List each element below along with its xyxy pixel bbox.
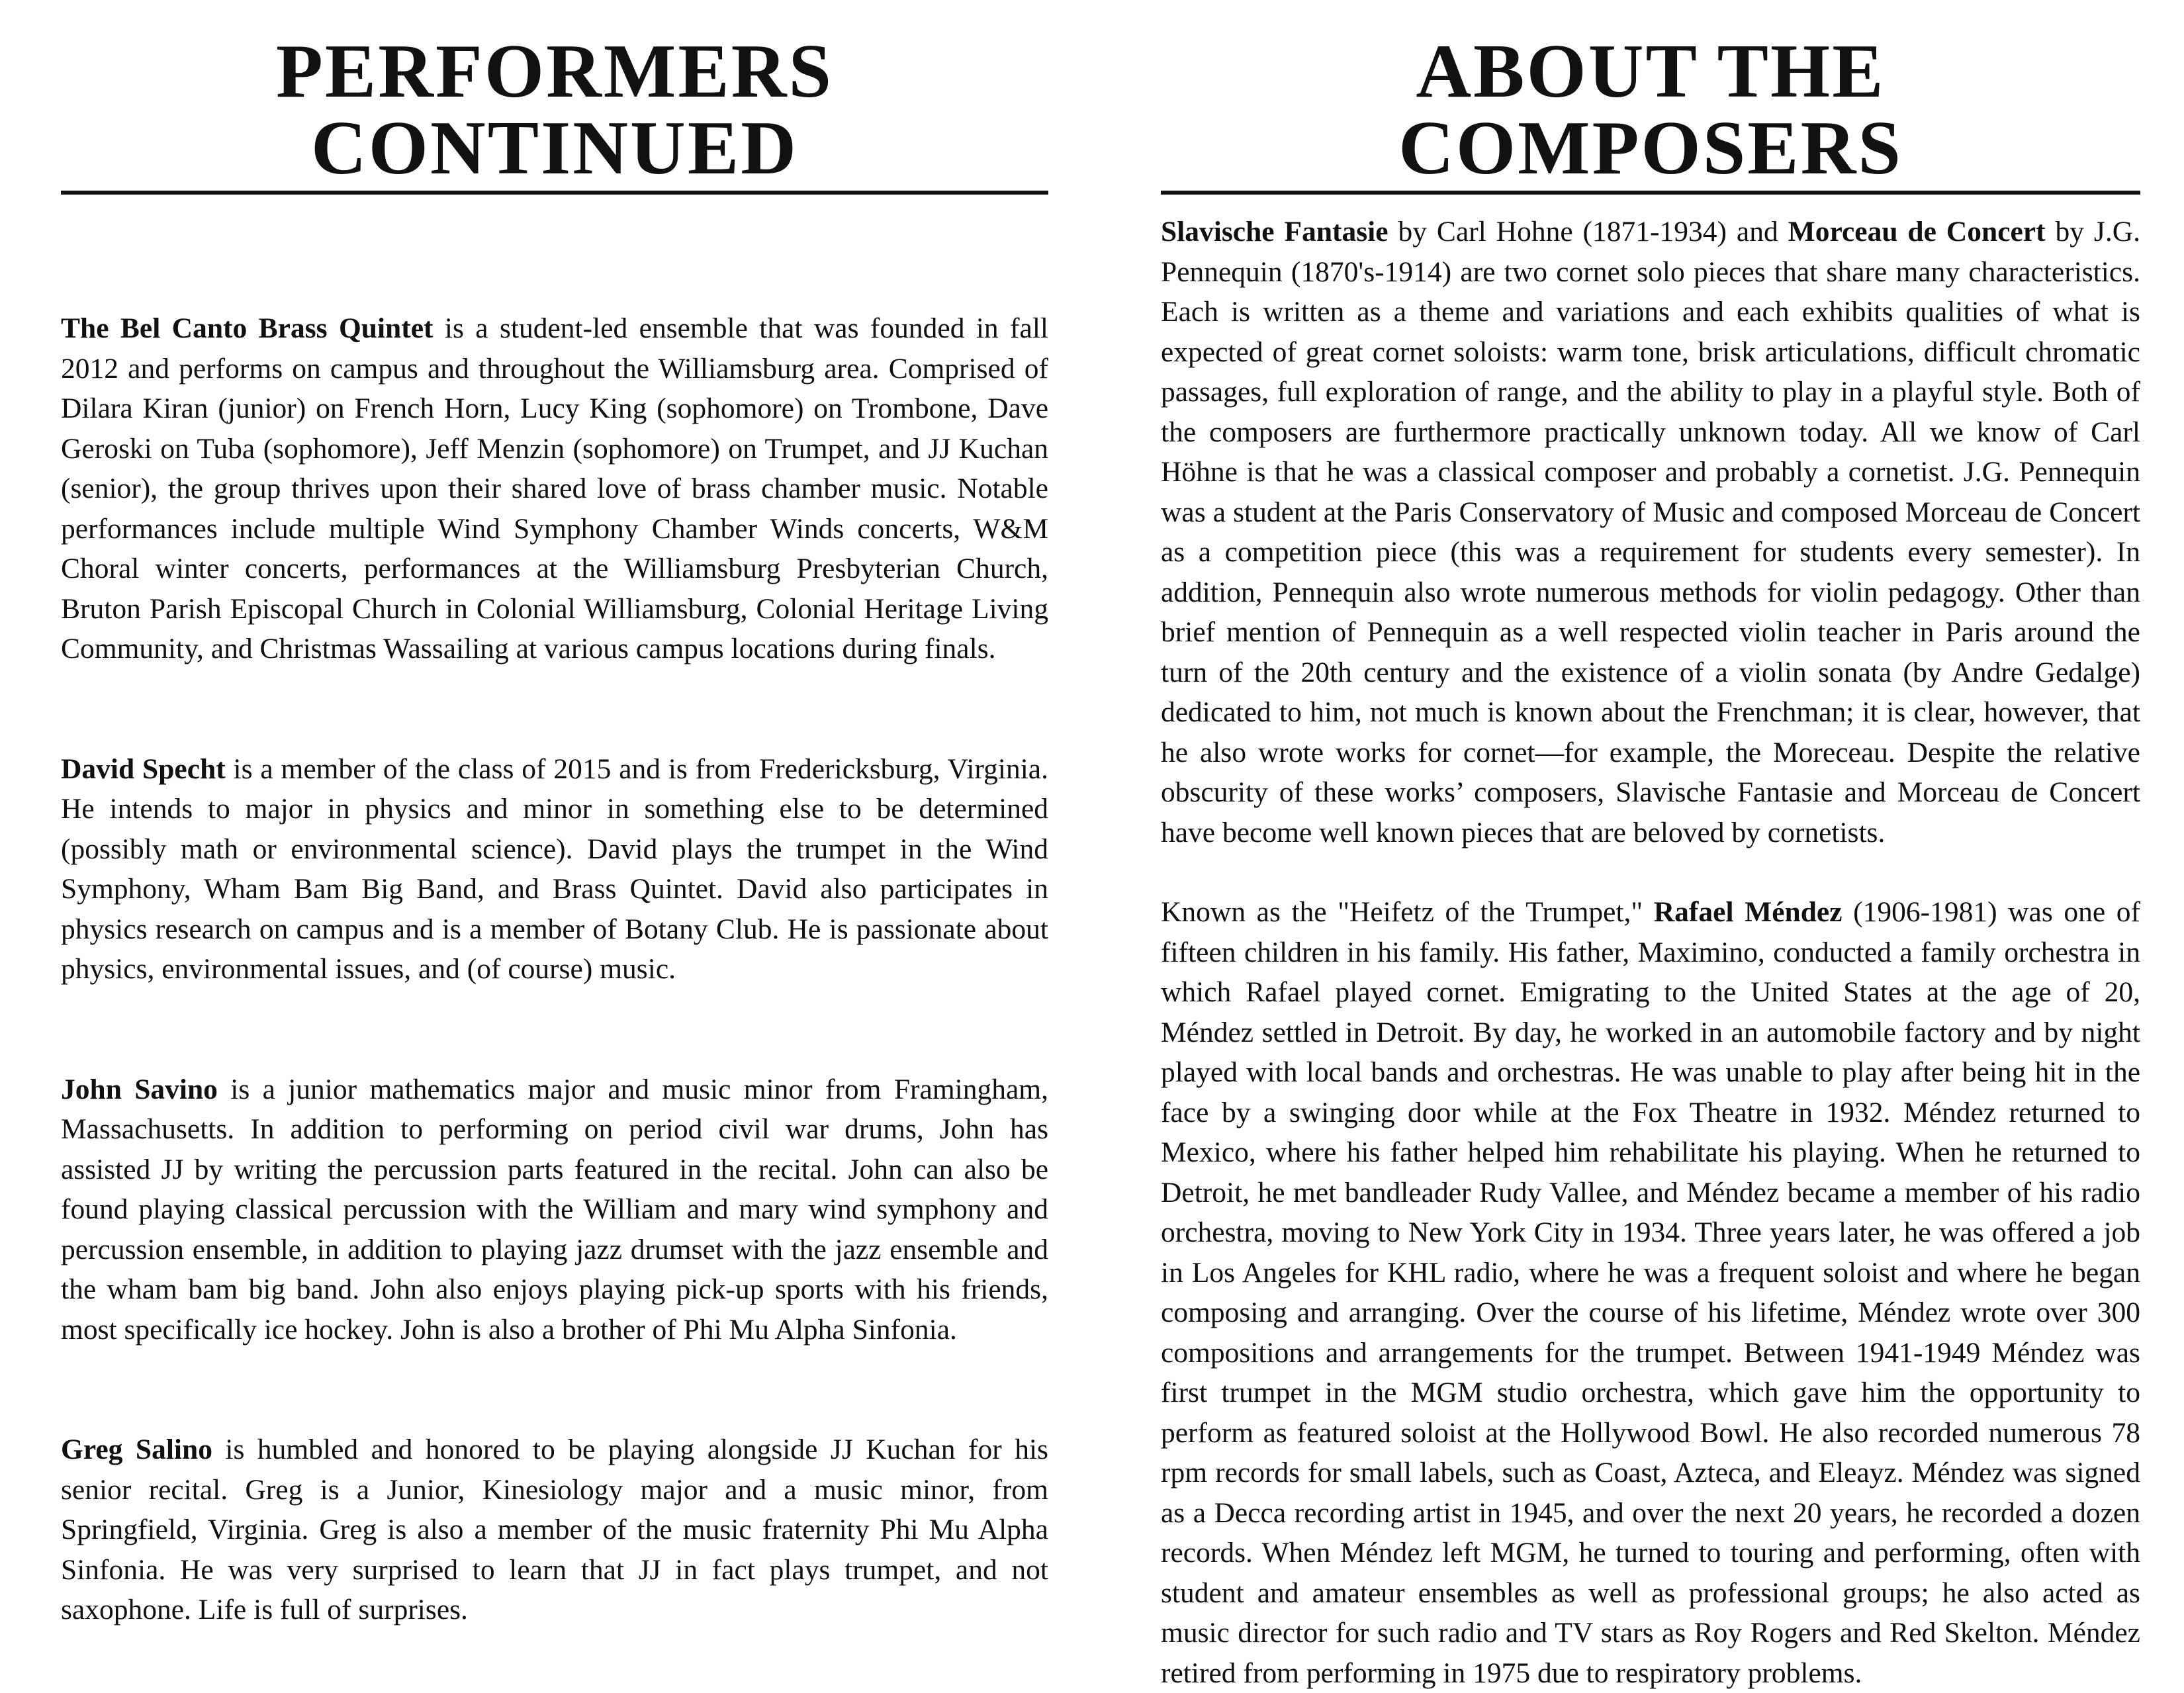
- bio-name: The Bel Canto Brass Quintet: [61, 312, 433, 344]
- performers-heading: PERFORMERS CONTINUED: [61, 33, 1048, 195]
- composers-column: [1161, 0, 2140, 1693]
- bio-bel-canto: [61, 308, 1048, 669]
- bio-text: is a junior mathematics major and music minor from Framingham, Massachusetts. In addition to performing on period civil war drums, John has assisted JJ by writing the percussion parts featured in the recital. John can also be found playing classical percussion with the William and mary wind symphony and percussion ensemble, in addition to playing jazz drumset with the jazz ensemble and the wham bam big band. John also enjoys playing pick-up sports with his friends, most specifically ice hockey. John is also a brother of Phi Mu Alpha Sinfonia.: [61, 1073, 1049, 1346]
- performers-column: [61, 0, 1048, 1630]
- piece-title: Morceau de Concert: [1788, 216, 2046, 248]
- bio-david-specht: [61, 749, 1048, 989]
- bio-name: Greg Salino: [61, 1434, 212, 1465]
- composers-paragraph-1: Slavische Fantasie by Carl Hohne (1871-1934) and Morceau de Concert by J.G. Pennequin (1870's-1914) are two cornet solo pieces that share many characteristics. Each is written as a theme and variations and each exhibits qualities of what is expected of great cornet soloists: warm tone, brisk articulations, difficult chromatic passages, full exploration of range, and the ability to play in a playful style. Both of the composers are furthermore practically unknown today. All we know of Carl Höhne is that he was a classical composer and probably a cornetist. J.G. Pennequin was a student at the Paris Conservatory of Music and composed Morceau de Concert as a competition piece (this was a requirement for students every semester). In addition, Pennequin also wrote numerous methods for violin pedagogy. Other than brief mention of Pennequin as a well respected violin teacher in Paris around the turn of the 20th century and the existence of a violin sonata (by Andre Gedalge) dedicated to him, not much is known about the Frenchman; it is clear, however, that he also wrote works for cornet—for example, the Moreceau. Despite the relative obscurity of these works’ composers, Slavische Fantasie and Morceau de Concert have become well known pieces that are beloved by cornetists.: [1161, 216, 2141, 848]
- bio-name: John Savino: [61, 1073, 218, 1105]
- piece-title: Slavische Fantasie: [1161, 216, 1388, 248]
- composers-heading: ABOUT THE COMPOSERS: [1161, 33, 2140, 195]
- bio-text: is a member of the class of 2015 and is from Fredericksburg, Virginia. He intends to major in physics and minor in something else to be determined (possibly math or environmental science). David plays the trumpet in the Wind Symphony, Wham Bam Big Band, and Brass Quintet. David also participates in physics research on campus and is a member of Botany Club. He is passionate about physics, environmental issues, and (of course) music.: [61, 753, 1048, 985]
- composers-paragraph-2: Known as the "Heifetz of the Trumpet," Rafael Méndez (1906-1981) was one of fifteen children in his family. His father, Maximino, conducted a family orchestra in which Rafael played cornet. Emigrating to the United States at the age of 20, Méndez settled in Detroit. By day, he worked in an automobile factory and by night played with local bands and orchestras. He was unable to play after being hit in the face by a swinging door while at the Fox Theatre in 1932. Méndez returned to Mexico, where his father helped him rehabilitate his playing. When he returned to Detroit, he met bandleader Rudy Vallee, and Méndez became a member of his radio orchestra, moving to New York City in 1934. Three years later, he was offered a job in Los Angeles for KHL radio, where he was a frequent soloist and where he began composing and arranging. Over the course of his lifetime, Méndez wrote over 300 compositions and arrangements for the trumpet. Between 1941-1949 Méndez was first trumpet in the MGM studio orchestra, which gave him the opportunity to perform as featured soloist at the Hollywood Bowl. He also recorded numerous 78 rpm records for small labels, such as Coast, Azteca, and Eleayz. Méndez was signed as a Decca recording artist in 1945, and over the next 20 years, he recorded a dozen records. When Méndez left MGM, he turned to touring and performing, often with student and amateur ensembles as well as professional groups; he also acted as music director for such radio and TV stars as Roy Rogers and Red Skelton. Méndez retired from performing in 1975 due to respiratory problems.: [1161, 896, 2140, 1689]
- bio-name: David Specht: [61, 753, 226, 785]
- bio-text: is humbled and honored to be playing alongside JJ Kuchan for his senior recital. Greg is a Junior, Kinesiology major and a music minor, from Springfield, Virginia. Greg is also a member of the music fraternity Phi Mu Alpha Sinfonia. He was very surprised to learn that JJ in fact plays trumpet, and not saxophone. Life is full of surprises.: [61, 1434, 1048, 1625]
- composer-name: Rafael Méndez: [1653, 896, 1843, 928]
- bio-text: is a student-led ensemble that was founded in fall 2012 and performs on campus and throughout the Williamsburg area. Comprised of Dilara Kiran (junior) on French Horn, Lucy King (sophomore) on Trombone, Dave Geroski on Tuba (sophomore), Jeff Menzin (sophomore) on Trumpet, and JJ Kuchan (senior), the group thrives upon their shared love of brass chamber music. Notable performances include multiple Wind Symphony Chamber Winds concerts, W&M Choral winter concerts, performances at the Williamsburg Presbyterian Church, Bruton Parish Episcopal Church in Colonial Williamsburg, Colonial Heritage Living Community, and Christmas Wassailing at various campus locations during finals.: [61, 312, 1048, 664]
- bio-greg-salino: [61, 1430, 1048, 1630]
- bio-john-savino: [61, 1070, 1048, 1350]
